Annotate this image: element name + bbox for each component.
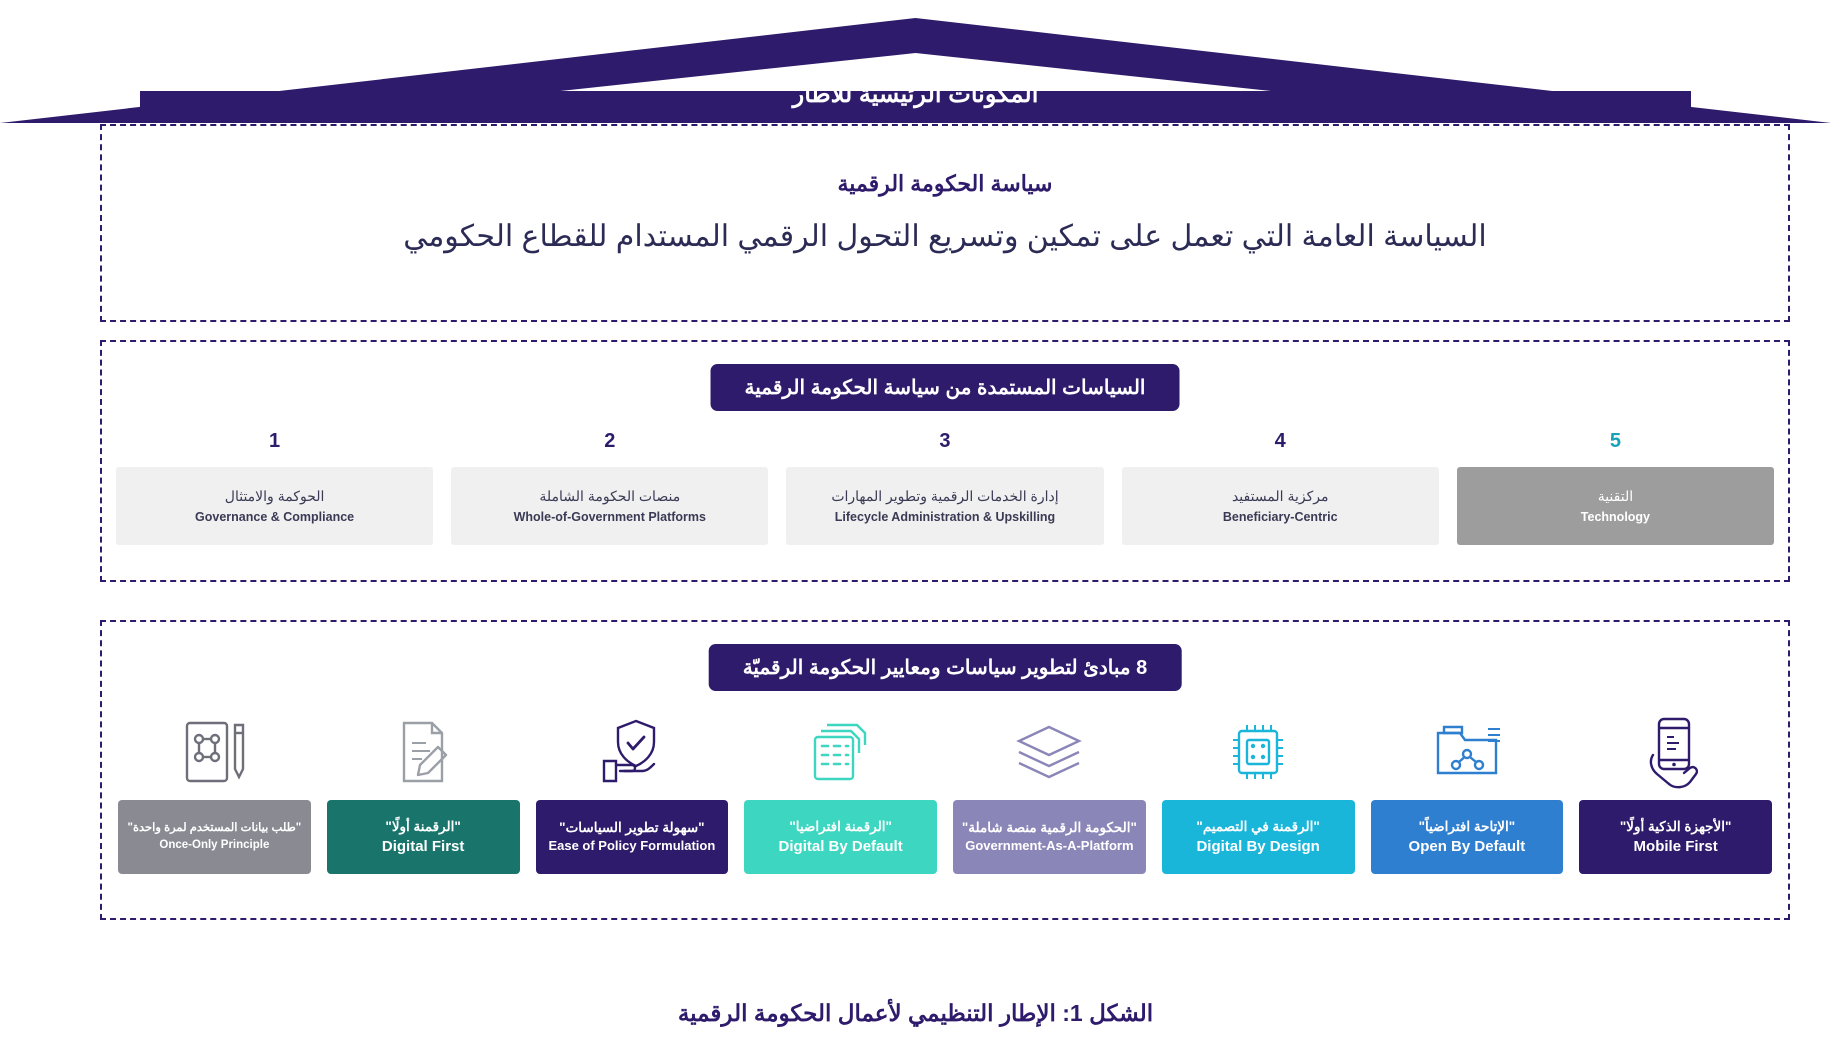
principle-label[interactable] <box>1162 800 1355 874</box>
header-banner <box>0 18 1831 123</box>
principle-label-ar: "الرقمنة أولًا" <box>385 818 461 834</box>
principle-label-ar: "الرقمنة افتراضيا" <box>789 818 892 834</box>
principle-label-en: Digital First <box>381 837 465 855</box>
principle-label-ar: "الحكومة الرقمية منصة شاملة" <box>961 819 1137 835</box>
principle-item[interactable] <box>1579 704 1772 874</box>
derived-policy-item[interactable] <box>1122 430 1439 545</box>
principle-label[interactable] <box>744 800 937 874</box>
derived-policies-row <box>116 430 1774 545</box>
derived-policy-label-en: Whole-of-Government Platforms <box>513 509 706 524</box>
derived-policy-label-en: Governance & Compliance <box>195 509 355 524</box>
document-pen-icon <box>386 704 460 800</box>
principle-label[interactable] <box>1579 800 1772 874</box>
principles-title: 8 مبادئ لتطوير سياسات ومعايير الحكومة الرقميّة <box>709 644 1182 691</box>
policy-description: السياسة العامة التي تعمل على تمكين وتسريع التحول الرقمي المستدام للقطاع الحكومي <box>403 220 1487 253</box>
derived-policy-item[interactable] <box>1457 430 1774 545</box>
principles-section <box>100 620 1790 920</box>
open-folder-share-icon <box>1428 704 1506 800</box>
principle-label-ar: "الإتاحة افتراضياً" <box>1418 818 1516 834</box>
policy-title: سياسة الحكومة الرقمية <box>837 171 1053 196</box>
chip-design-icon <box>1221 704 1295 800</box>
principle-item[interactable] <box>1162 704 1355 874</box>
principle-label-ar: "الرقمنة في التصميم" <box>1196 818 1320 834</box>
derived-policy-number: 1 <box>269 430 281 452</box>
derived-policy-card[interactable] <box>116 467 433 545</box>
derived-policies-title: السياسات المستمدة من سياسة الحكومة الرقمية <box>711 364 1180 411</box>
layers-platform-icon <box>1007 704 1091 800</box>
derived-policy-number: 4 <box>1274 430 1286 452</box>
stacked-cards-icon <box>801 704 881 800</box>
derived-policy-card[interactable] <box>1457 467 1774 545</box>
principle-label[interactable] <box>118 800 311 874</box>
figure-caption: الشكل 1: الإطار التنظيمي لأعمال الحكومة الرقمية <box>677 1000 1154 1026</box>
principle-label-en: Open By Default <box>1408 837 1526 855</box>
principle-item[interactable] <box>1371 704 1564 874</box>
principle-label-ar: "الأجهزة الذكية أولًا" <box>1619 818 1732 834</box>
principle-item[interactable] <box>118 704 311 874</box>
principle-item[interactable] <box>744 704 937 874</box>
derived-policy-label-en: Technology <box>1580 509 1651 524</box>
principle-label-ar: "سهولة تطوير السياسات" <box>559 819 705 835</box>
derived-policy-number: 2 <box>604 430 616 452</box>
principle-label-ar: "طلب بيانات المستخدم لمرة واحدة" <box>127 821 302 834</box>
derived-policy-label-en: Beneficiary-Centric <box>1222 509 1338 524</box>
banner-title: المكونات الرئيسية للاطار <box>792 81 1039 108</box>
derived-policy-number: 5 <box>1609 430 1621 452</box>
principle-item[interactable] <box>327 704 520 874</box>
principle-label-en: Mobile First <box>1633 837 1718 855</box>
derived-policy-label-ar: الحوكمة والامتثال <box>224 488 325 505</box>
derived-policy-number: 3 <box>939 430 951 452</box>
derived-policy-label-ar: التقنية <box>1597 488 1634 505</box>
principle-label[interactable] <box>327 800 520 874</box>
principle-label[interactable] <box>953 800 1146 874</box>
principle-label[interactable] <box>536 800 729 874</box>
derived-policies-section <box>100 340 1790 582</box>
derived-policy-item[interactable] <box>451 430 768 545</box>
principles-row <box>118 704 1772 874</box>
principle-label-en: Digital By Default <box>778 837 903 855</box>
principle-label-en: Digital By Design <box>1196 837 1320 855</box>
policy-section <box>100 124 1790 322</box>
derived-policy-label-ar: إدارة الخدمات الرقمية وتطوير المهارات <box>831 488 1059 505</box>
derived-policy-label-en: Lifecycle Administration & Upskilling <box>834 509 1056 524</box>
form-data-pen-icon <box>175 704 253 800</box>
principle-label-en: Ease of Policy Formulation <box>548 838 716 854</box>
mobile-hand-icon <box>1639 704 1713 800</box>
derived-policy-item[interactable] <box>786 430 1103 545</box>
principle-item[interactable] <box>536 704 729 874</box>
derived-policy-card[interactable] <box>786 467 1103 545</box>
principle-label-en: Government-As-A-Platform <box>965 838 1134 854</box>
principle-label-en: Once-Only Principle <box>159 838 270 851</box>
derived-policy-card[interactable] <box>451 467 768 545</box>
derived-policy-item[interactable] <box>116 430 433 545</box>
derived-policy-label-ar: مركزية المستفيد <box>1231 488 1329 505</box>
principle-label[interactable] <box>1371 800 1564 874</box>
shield-hand-icon <box>592 704 672 800</box>
derived-policy-label-ar: منصات الحكومة الشاملة <box>539 488 681 505</box>
principle-item[interactable] <box>953 704 1146 874</box>
derived-policy-card[interactable] <box>1122 467 1439 545</box>
